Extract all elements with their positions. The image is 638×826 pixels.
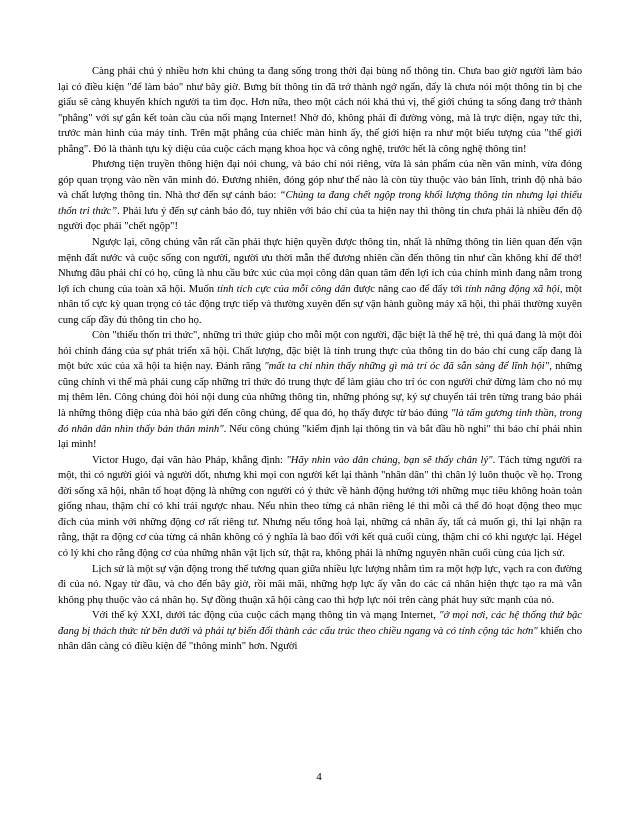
text-run: . Nếu công chúng "kiểm định lại thông tin và bắt đầu hồ nghi" thì báo chí phải nhìn lại mình! <box>58 423 582 451</box>
italic-quote: "mất ta chỉ nhìn thấy những gì mà trí óc đã sẵn sàng để lĩnh hội" <box>264 361 550 373</box>
text-run: Ngược lại, công chúng vẫn rất cần phải thực hiện quyền được thông tin, nhất là những thông tin liên quan đến vận mệnh đất nước và cuộc sống con người, người ưu thời mẫn thế đương nhiên cần đến thông tin như cần không khí để thở! Nhưng đâu phải chỉ có họ, cũng là nhu cầu bức xúc của mọi công dân quan tâm đến lợi ích của chính mình đang nằm trong lợi ích chung của toàn xã hội. Muốn <box>58 237 582 295</box>
italic-quote: "ở mọi nơi, các hệ thống thứ bậc đang bị thách thức từ bên dưới và phải tự biến đổi thành các cấu trúc theo chiều ngang và có tính cộng tác hơn" <box>58 610 582 637</box>
text-run: , một nhân tố cực kỳ quan trọng có tác động trực tiếp và thường xuyên đến sự vận hành guồng máy xã hội, thì phải thường xuyên cung cấp đầy đủ thông tin cho họ. <box>58 283 582 326</box>
text-run: , những cũng chính vì thế mà phải cung cấp những tri thức đó trung thực để làm giàu cho trí óc con người chứ đừng làm cho nó mụ mị thêm lên. Công chúng đòi hỏi nội dung của những thông tin, những phóng sự, ký sự chuyển tải trên từng trang báo phải là những thông điệp của nhà báo gửi đến công chúng, để qua đó, họ thấy được từ báo đúng <box>58 361 582 420</box>
italic-quote: “Chúng ta đang chết ngộp trong khối lượng thông tin nhưng lại thiếu thốn tri thức” <box>58 190 582 217</box>
text-run: Còn "thiếu thốn tri thức", những tri thức giúp cho mỗi một con người, đặc biệt là thế hệ trẻ, thì quả đang là một đòi hỏi chính đáng của sự phát triển xã hội. Chất lượng, đặc biệt là tính trung thực của thông tin do báo chí cung cấp đang là một bức xúc của xã hội ta hiện nay. Đánh răng <box>58 330 582 373</box>
body-text <box>58 64 582 655</box>
paragraph <box>58 608 582 655</box>
paragraph <box>58 64 582 157</box>
text-run: . Phải lưu ý đến sự cảnh báo đó, tuy nhiên với báo chí của ta hiện nay thì thông tin chưa phải là nhiều đến độ người đọc phải "chết ngộp"! <box>58 205 582 233</box>
text-run: . Tách từng người ra một, thì có người giỏi và người dốt, nhưng khi mọi con người kết lại thành "nhân dân" thì chân lý luôn thuộc về họ. Trong đời sống xã hội, nhân tố hoạt động là những con người có ý thức về hành động hướng tới những mục tiêu không hoàn toàn giống nhau, thậm chí có khi trái ngược nhau. Nếu nhìn theo từng cá nhân riêng lẻ thì mỗi cá thể đó hoạt động theo mục đích của mình với những động cơ rất riêng tư. Nhưng nếu tổng hoà lại, những cá nhân ấy, tất cả muốn gì, thì lại nhận ra rằng, thật ra động cơ của từng cá nhân không có ý nghĩa là bao đối với kết quả cuối cùng, thậm chí có khi ngược lại. Hégel có lý khi cho rằng động cơ của những nhân vật lịch sử, thật ra, không phải là những nguyên nhân cuối cùng của lịch sử. <box>58 454 582 559</box>
text-run: Với thế kỷ XXI, dưới tác động của cuộc cách mạng thông tin và mạng Internet, <box>92 610 440 622</box>
text-run: khiến cho nhân dân càng có điều kiện để "thông minh" hơn. Người <box>58 625 582 653</box>
text-run: Lịch sử là một sự vận động trong thế tương quan giữa nhiều lực lượng nhằm tìm ra một hợp lực, vạch ra con đường đi của nó. Ngay từ đầu, và cho đến bây giờ, rồi mãi mãi, những hợp lực ấy vẫn do các cá nhân hiện thực tạo ra mà vẫn không phụ thuộc vào cá nhân họ. Sự đồng thuận xã hội càng cao thì hợp lực nói trên càng phát huy sức mạnh của nó. <box>58 563 582 606</box>
text-run: Phương tiện truyền thông hiện đại nói chung, và báo chí nói riêng, vừa là sản phẩm của nền văn minh, vừa đóng góp quan trọng vào nền văn minh đó. Đương nhiên, đóng góp như thế nào là còn tùy thuộc vào bản lĩnh, trình độ nhà báo và chất lượng thông tin. Nhà thơ đến sự cảnh báo: <box>58 159 582 202</box>
paragraph <box>58 157 582 235</box>
text-run: Victor Hugo, đại văn hào Pháp, khẳng định: <box>92 454 287 466</box>
italic-quote: "là tấm gương tinh thần, trong đó nhân dân nhìn thấy bản thân mình" <box>58 408 583 435</box>
paragraph <box>58 235 582 328</box>
text-run: Càng phải chú ý nhiều hơn khi chúng ta đang sống trong thời đại bùng nổ thông tin. Chưa bao giờ người làm báo lại có điều kiện "để làm báo" như bây giờ. Bưng bít thông tin đã trở thành ngớ ngẩn, đấy là chưa nói một thông tin bị che giấu sẽ càng khuyến khích người ta tìm đọc. Hơn nữa, theo một cách nói khá thú vị, thế giới chúng ta sống đang trở thành "phẳng" với sự gắn kết toàn cầu của nối mạng Internet! Nhờ đó, không phải đi đường vòng, mà là trực diện, ngay tức thì, trước màn hình của máy tính. Trên mặt phẳng của chiếc màn hình ấy, thế giới hiện ra như một biểu tượng của "thế giới phẳng". Đó là thành tựu kỳ diệu của cuộc cách mạng khoa học và công nghệ, trước hết là công nghệ thông tin! <box>58 66 582 155</box>
text-run: được nâng cao để đẩy tới <box>350 283 466 295</box>
paragraph <box>58 328 582 452</box>
italic-quote: tính tích cực của mỗi công dân <box>217 283 351 295</box>
page-number: 4 <box>316 771 322 783</box>
italic-quote: tính năng động xã hội <box>465 283 560 295</box>
italic-quote: "Hãy nhìn vào dân chúng, bạn sẽ thấy chân lý" <box>286 454 493 466</box>
paragraph <box>58 453 582 562</box>
paragraph <box>58 562 582 609</box>
